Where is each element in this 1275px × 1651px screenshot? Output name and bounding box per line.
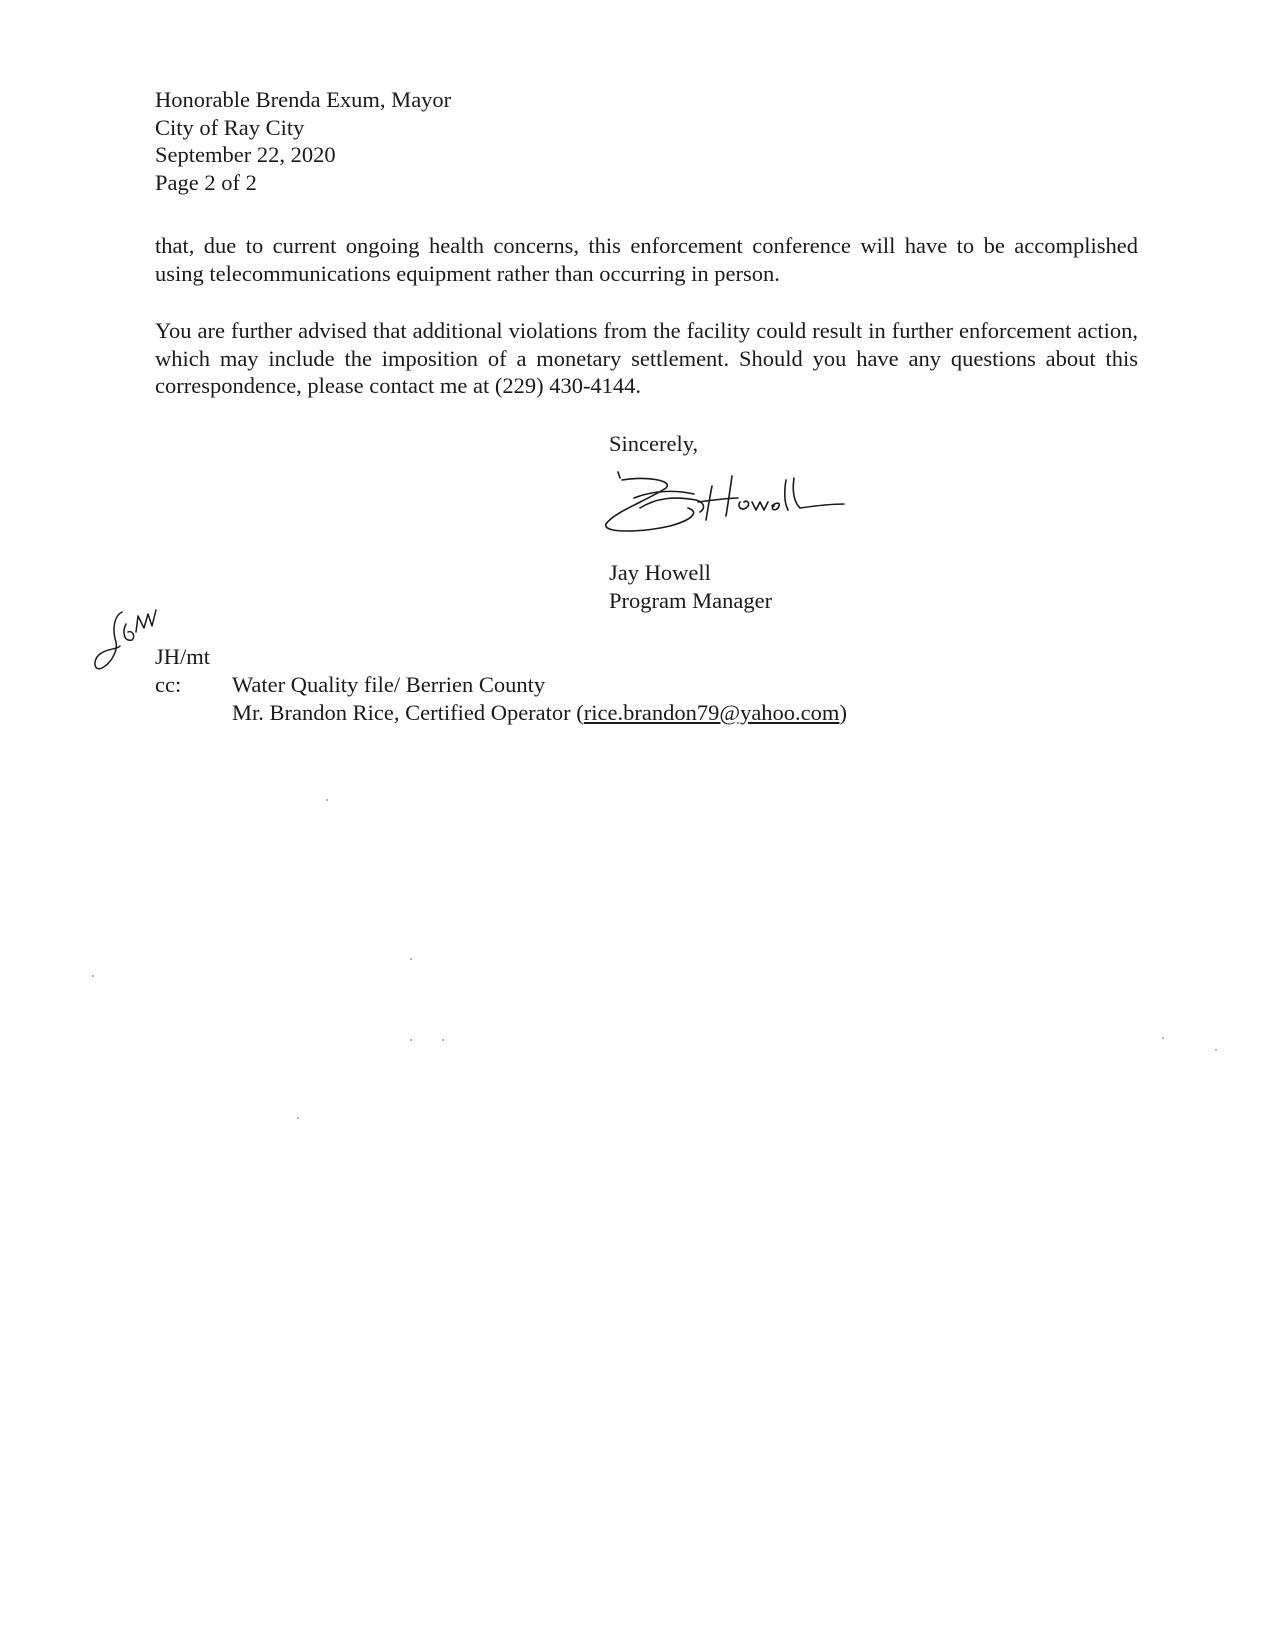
body-paragraph-1: that, due to current ongoing health concerns, this enforcement conference will have to be accomplished using telecommunications equipment rather than occurring in person. bbox=[155, 233, 1138, 286]
typist-initials: JH/mt bbox=[155, 644, 211, 669]
scan-speck bbox=[410, 1039, 412, 1041]
scan-speck bbox=[442, 1039, 444, 1041]
addressee-line: Honorable Brenda Exum, Mayor bbox=[155, 87, 452, 112]
cc-label: cc: bbox=[155, 672, 182, 697]
signature-image bbox=[604, 468, 864, 546]
page-number: Page 2 of 2 bbox=[155, 169, 257, 195]
email-link[interactable]: rice.brandon79@yahoo.com bbox=[583, 699, 840, 725]
closing-salutation: Sincerely, bbox=[609, 431, 699, 456]
letter-header bbox=[155, 86, 755, 196]
scan-speck bbox=[1162, 1037, 1164, 1039]
scan-speck bbox=[326, 799, 328, 801]
scan-speck bbox=[92, 975, 94, 977]
cc-recipient-suffix: ) bbox=[839, 699, 847, 725]
signer-name: Jay Howell bbox=[609, 560, 711, 585]
signer-title: Program Manager bbox=[609, 587, 773, 613]
scan-speck bbox=[410, 958, 412, 960]
cc-recipient-list bbox=[232, 671, 847, 726]
cc-recipient: Water Quality file/ Berrien County bbox=[232, 672, 546, 697]
signer-block bbox=[609, 559, 772, 614]
organization-line: City of Ray City bbox=[155, 114, 305, 140]
scan-speck bbox=[1215, 1049, 1217, 1051]
body-paragraph-2: You are further advised that additional violations from the facility could result in further enforcement action, which may include the imposition of a monetary settlement. Should you have any questions about this correspondence, please contact me at (229) 430-4144. bbox=[155, 318, 1138, 398]
date-line: September 22, 2020 bbox=[155, 142, 336, 167]
cc-recipient bbox=[232, 699, 847, 727]
scan-speck bbox=[297, 1117, 299, 1119]
cc-recipient-text: Mr. Brandon Rice, Certified Operator ( bbox=[232, 699, 584, 725]
